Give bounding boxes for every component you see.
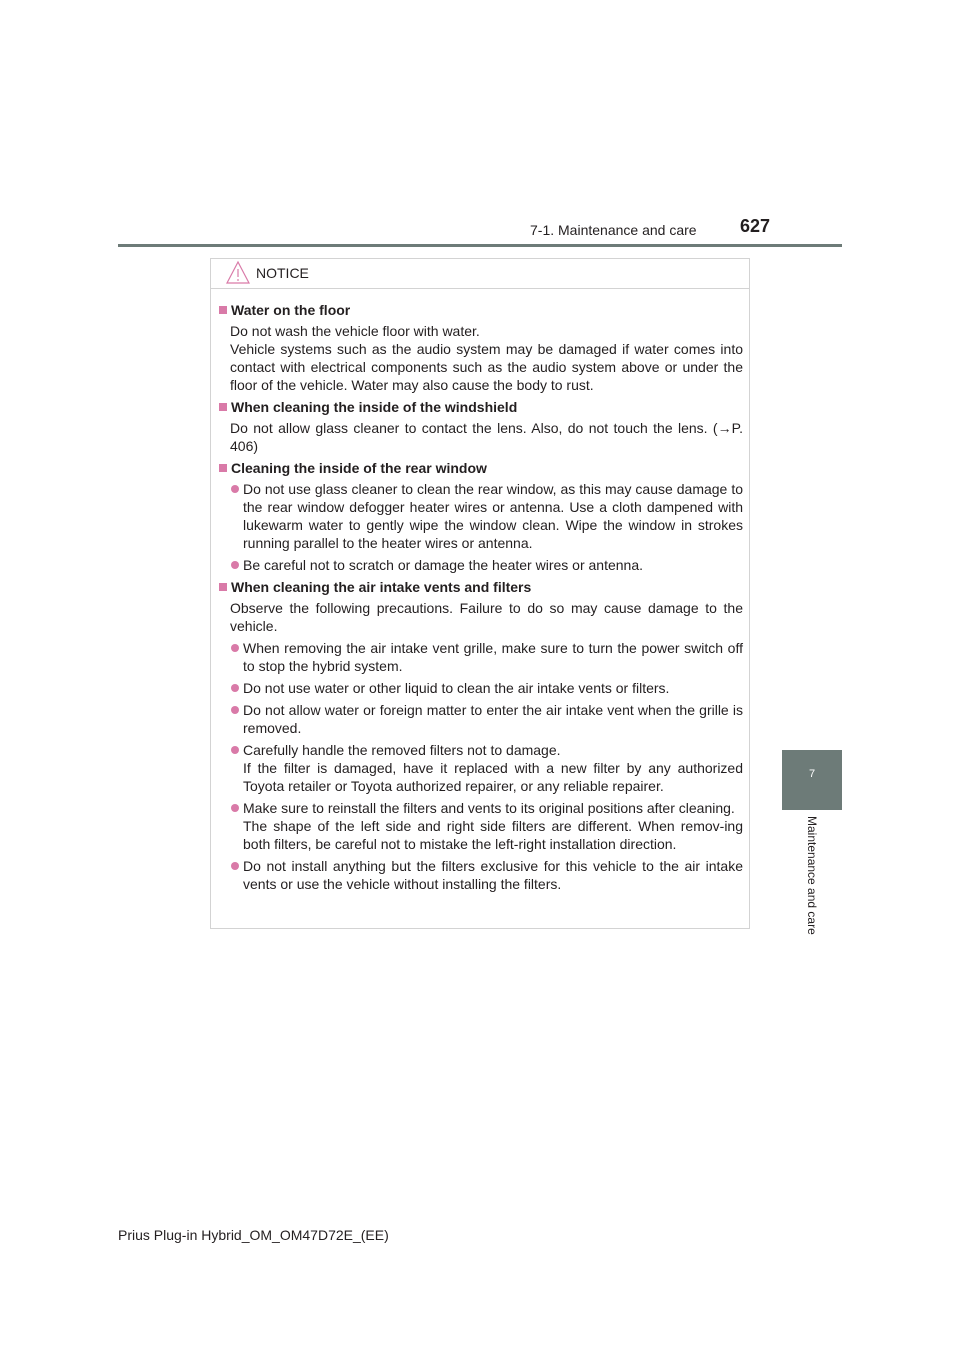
bullet-item: Do not use water or other liquid to clean the air intake vents or filters. xyxy=(219,679,743,697)
round-bullet-icon xyxy=(231,644,239,652)
bullet-item: Do not use glass cleaner to clean the rear window, as this may cause damage to the rear window defogger heater wires or antenna. Use a cloth dampened with lukewarm water to gently wipe the window clean. Wipe the window in strokes running parallel to the heater wires or antenna. xyxy=(219,480,743,552)
section-heading: When cleaning the inside of the windshield xyxy=(219,398,743,416)
notice-section-windshield xyxy=(219,398,743,455)
notice-box xyxy=(210,258,750,929)
notice-section-water-floor xyxy=(219,301,743,394)
notice-section-rear-window xyxy=(219,459,743,574)
round-bullet-icon xyxy=(231,684,239,692)
round-bullet-icon xyxy=(231,804,239,812)
bullet-item: Make sure to reinstall the filters and vents to its original positions after cleaning. The shape of the left side and right side filters are different. When remov-ing both filters, be careful not to mistake the left-right installation direction. xyxy=(219,799,743,853)
section-heading: Cleaning the inside of the rear window xyxy=(219,459,743,477)
square-bullet-icon xyxy=(219,403,227,411)
section-heading: Water on the floor xyxy=(219,301,743,319)
square-bullet-icon xyxy=(219,464,227,472)
footer-document-id: Prius Plug-in Hybrid_OM_OM47D72E_(EE) xyxy=(118,1227,389,1243)
square-bullet-icon xyxy=(219,306,227,314)
paragraph: Observe the following precautions. Failure to do so may cause damage to the vehicle. xyxy=(230,600,743,634)
warning-triangle-icon xyxy=(225,260,251,286)
notice-header xyxy=(211,259,749,289)
page-number: 627 xyxy=(740,216,771,236)
notice-section-air-intake xyxy=(219,578,743,893)
round-bullet-icon xyxy=(231,561,239,569)
bullet-item: Do not allow water or foreign matter to enter the air intake vent when the grille is removed. xyxy=(219,701,743,737)
paragraph: Do not allow glass cleaner to contact the lens. Also, do not touch the lens. (→P. 406) xyxy=(230,420,743,454)
bullet-item: Be careful not to scratch or damage the heater wires or antenna. xyxy=(219,556,743,574)
header-divider xyxy=(118,244,842,247)
chapter-label-area xyxy=(782,810,842,980)
round-bullet-icon xyxy=(231,862,239,870)
bullet-item: When removing the air intake vent grille, make sure to turn the power switch off to stop the hybrid system. xyxy=(219,639,743,675)
chapter-label: Maintenance and care xyxy=(805,816,819,935)
notice-body xyxy=(211,289,749,893)
paragraph: Do not wash the vehicle floor with water. Vehicle systems such as the audio system may be damaged if water comes into contact with electrical components such as the audio system above or under the floor of the vehicle. Water may also cause the body to rust. xyxy=(230,323,743,393)
bullet-item: Carefully handle the removed filters not to damage. If the filter is damaged, have it replaced with a new filter by any authorized Toyota retailer or Toyota authorized repairer, or any reliable repairer. xyxy=(219,741,743,795)
chapter-number-tab: 7 xyxy=(782,750,842,810)
notice-title: NOTICE xyxy=(256,265,309,281)
round-bullet-icon xyxy=(231,706,239,714)
section-heading: When cleaning the air intake vents and filters xyxy=(219,578,743,596)
round-bullet-icon xyxy=(231,746,239,754)
bullet-item: Do not install anything but the filters exclusive for this vehicle to the air intake vents or use the vehicle without installing the filters. xyxy=(219,857,743,893)
square-bullet-icon xyxy=(219,583,227,591)
section-title: 7-1. Maintenance and care xyxy=(530,222,697,238)
round-bullet-icon xyxy=(231,485,239,493)
